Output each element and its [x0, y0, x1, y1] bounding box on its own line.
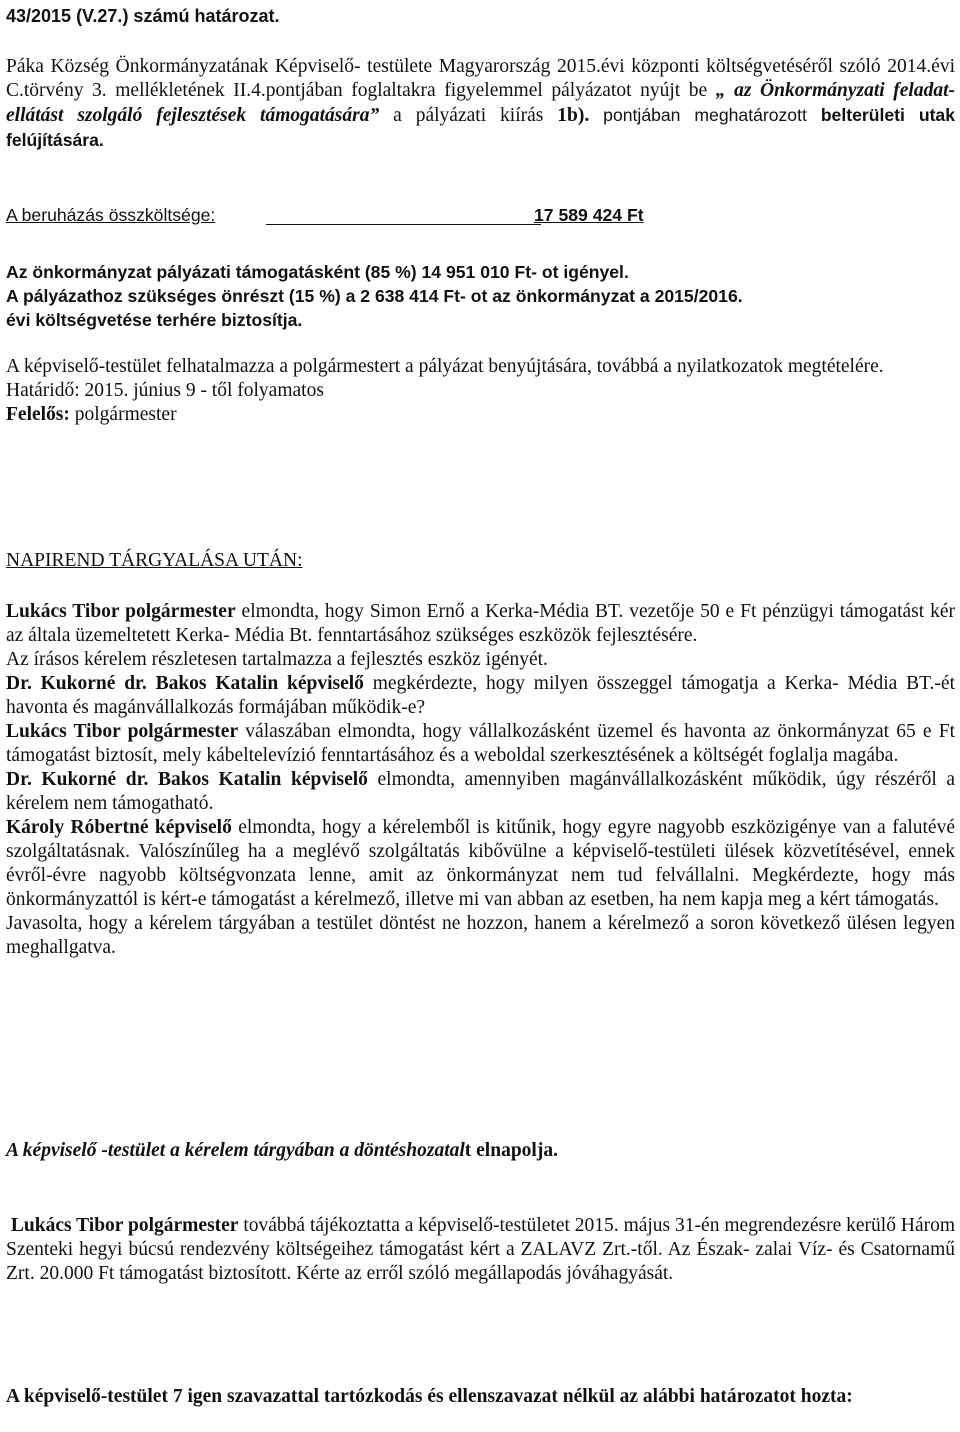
resolution-title: 43/2015 (V.27.) számú határozat.: [6, 6, 280, 26]
support-request: Az önkormányzat pályázati támogatásként (85 %) 14 951 010 Ft- ot igényel.: [6, 262, 629, 282]
deadline-label: Határidő:: [6, 380, 85, 401]
responsible-line: [6, 403, 955, 427]
authorization-block: [6, 355, 955, 427]
discussion-block: [6, 600, 955, 960]
postpone-text: t elnapolja.: [464, 1140, 558, 1161]
intro-text-3: pontjában meghatározott: [589, 105, 821, 125]
deadline-line: [6, 379, 955, 403]
total-cost-line: [6, 203, 955, 229]
intro-text-2: a pályázati kiírás: [379, 105, 558, 126]
speaker-statement-5b: Javasolta, hogy a kérelem tárgyában a testület döntést ne hozzon, hanem a kérelmező a soron következő ülésen legyen meghallgatva.: [6, 913, 955, 958]
total-cost-value: 17 589 424 Ft: [534, 205, 644, 225]
total-cost-underline: [266, 224, 541, 225]
own-contribution-1: A pályázathoz szükséges önrészt (15 %) a 2 638 414 Ft- ot az önkormányzat a 2015/2016.: [6, 286, 743, 306]
agenda-heading: NAPIREND TÁRGYALÁSA UTÁN:: [6, 550, 303, 571]
speaker-statement-3: [6, 720, 955, 768]
postpone-text-italic: A képviselő -testület a kérelem tárgyában a döntéshozatal: [6, 1140, 465, 1161]
statement-text: megkérdezte, hogy milyen összeggel támogatja a Kerka- Média BT.-ét havonta és magánvállalkozás formájában működik-e?: [6, 673, 955, 718]
information-text: továbbá tájékoztatta a képviselő-testületet 2015. május 31-én megrendezésre kerülő Három Szenteki hegyi búcsú rendezvény költségeihez támogatást kért a ZALAVZ Zrt.-től. Az Észak- zalai Víz- és Csatornamű Zrt. 20.000 Ft támogatást biztosított. Kérte az erről szóló megállapodás jóváhagyását.: [6, 1215, 956, 1284]
speaker-name: Lukács Tibor polgármester: [6, 601, 236, 622]
responsible-label: Felelős:: [6, 404, 70, 425]
own-contribution-2: évi költségvetése terhére biztosítja.: [6, 310, 303, 330]
speaker-statement-4: [6, 768, 955, 816]
mayor-information: [6, 1214, 955, 1286]
speaker-name: Lukács Tibor polgármester: [10, 1215, 239, 1236]
speaker-statement-2: [6, 672, 955, 720]
postpone-decision: [6, 1139, 955, 1163]
speaker-statement-1: [6, 600, 955, 648]
authorization-text: A képviselő-testület felhatalmazza a polgármestert a pályázat benyújtására, továbbá a nyilatkozatok megtételére.: [6, 356, 884, 377]
speaker-statement-5: [6, 816, 955, 912]
intro-purpose: belterületi utak felújítására.: [6, 105, 955, 150]
statement-text: elmondta, hogy a kérelemből is kitűnik, hogy egyre nagyobb eszközigénye van a falutévé szolgáltatásnak. Valószínűleg ha a meglévő szolgáltatás kibővülne a képviselő-testületi ülések közvetítésével, ennek évről-évre nagyobb költségvonzata lenne, amit az önkormányzat nem tud felvállalni. Megkérdezte, hogy más önkormányzattól is kért-e támogatást a kérelmező, illetve mi van abban az esetben, ha nem kapja meg a kért támogatás.: [6, 817, 955, 910]
vote-statement: A képviselő-testület 7 igen szavazattal tartózkodás és ellenszavazat nélkül az alábbi határozatot hozta:: [6, 1386, 853, 1407]
statement-text: elmondta, hogy Simon Ernő a Kerka-Média BT. vezetője 50 e Ft pénzügyi támogatást kér az általa üzemeltetett Kerka- Média Bt. fenntartásához szükséges eszközök fejlesztésére.: [6, 601, 955, 646]
speaker-name: Károly Róbertné képviselő: [6, 817, 232, 838]
statement-text: elmondta, amennyiben magánvállalkozásként működik, úgy részéről a kérelem nem támogatható.: [6, 769, 955, 814]
intro-point-ref: 1b).: [557, 105, 590, 126]
speaker-name: Lukács Tibor polgármester: [6, 721, 239, 742]
resolution-intro: [6, 55, 955, 153]
statement-text: válaszában elmondta, hogy vállalkozásként üzemel és havonta az önkormányzat 65 e Ft támogatást biztosít, mely kábeltelevízió fenntartásához és a weboldal szerkesztésének a költségét foglalja magába.: [6, 721, 955, 766]
speaker-statement-1b: Az írásos kérelem részletesen tartalmazza a fejlesztés eszköz igényét.: [6, 649, 548, 670]
intro-text-1: Páka Község Önkormányzatának Képviselő- testülete Magyarország 2015.évi központi költségvetéséről szóló 2014.évi C.törvény 3. mellékletének II.4.pontjában foglaltakra figyelemmel pályázatot nyújt be: [6, 56, 955, 101]
total-cost-label: A beruházás összköltsége:: [6, 205, 216, 225]
speaker-name: Dr. Kukorné dr. Bakos Katalin képviselő: [6, 673, 364, 694]
speaker-name: Dr. Kukorné dr. Bakos Katalin képviselő: [6, 769, 368, 790]
responsible-value: polgármester: [69, 404, 177, 425]
deadline-value: 2015. június 9 - től folyamatos: [84, 380, 324, 401]
intro-program-title: „ az Önkormányzati feladat-ellátást szolgáló fejlesztések támogatására”: [6, 80, 955, 126]
funding-block: [6, 260, 955, 332]
